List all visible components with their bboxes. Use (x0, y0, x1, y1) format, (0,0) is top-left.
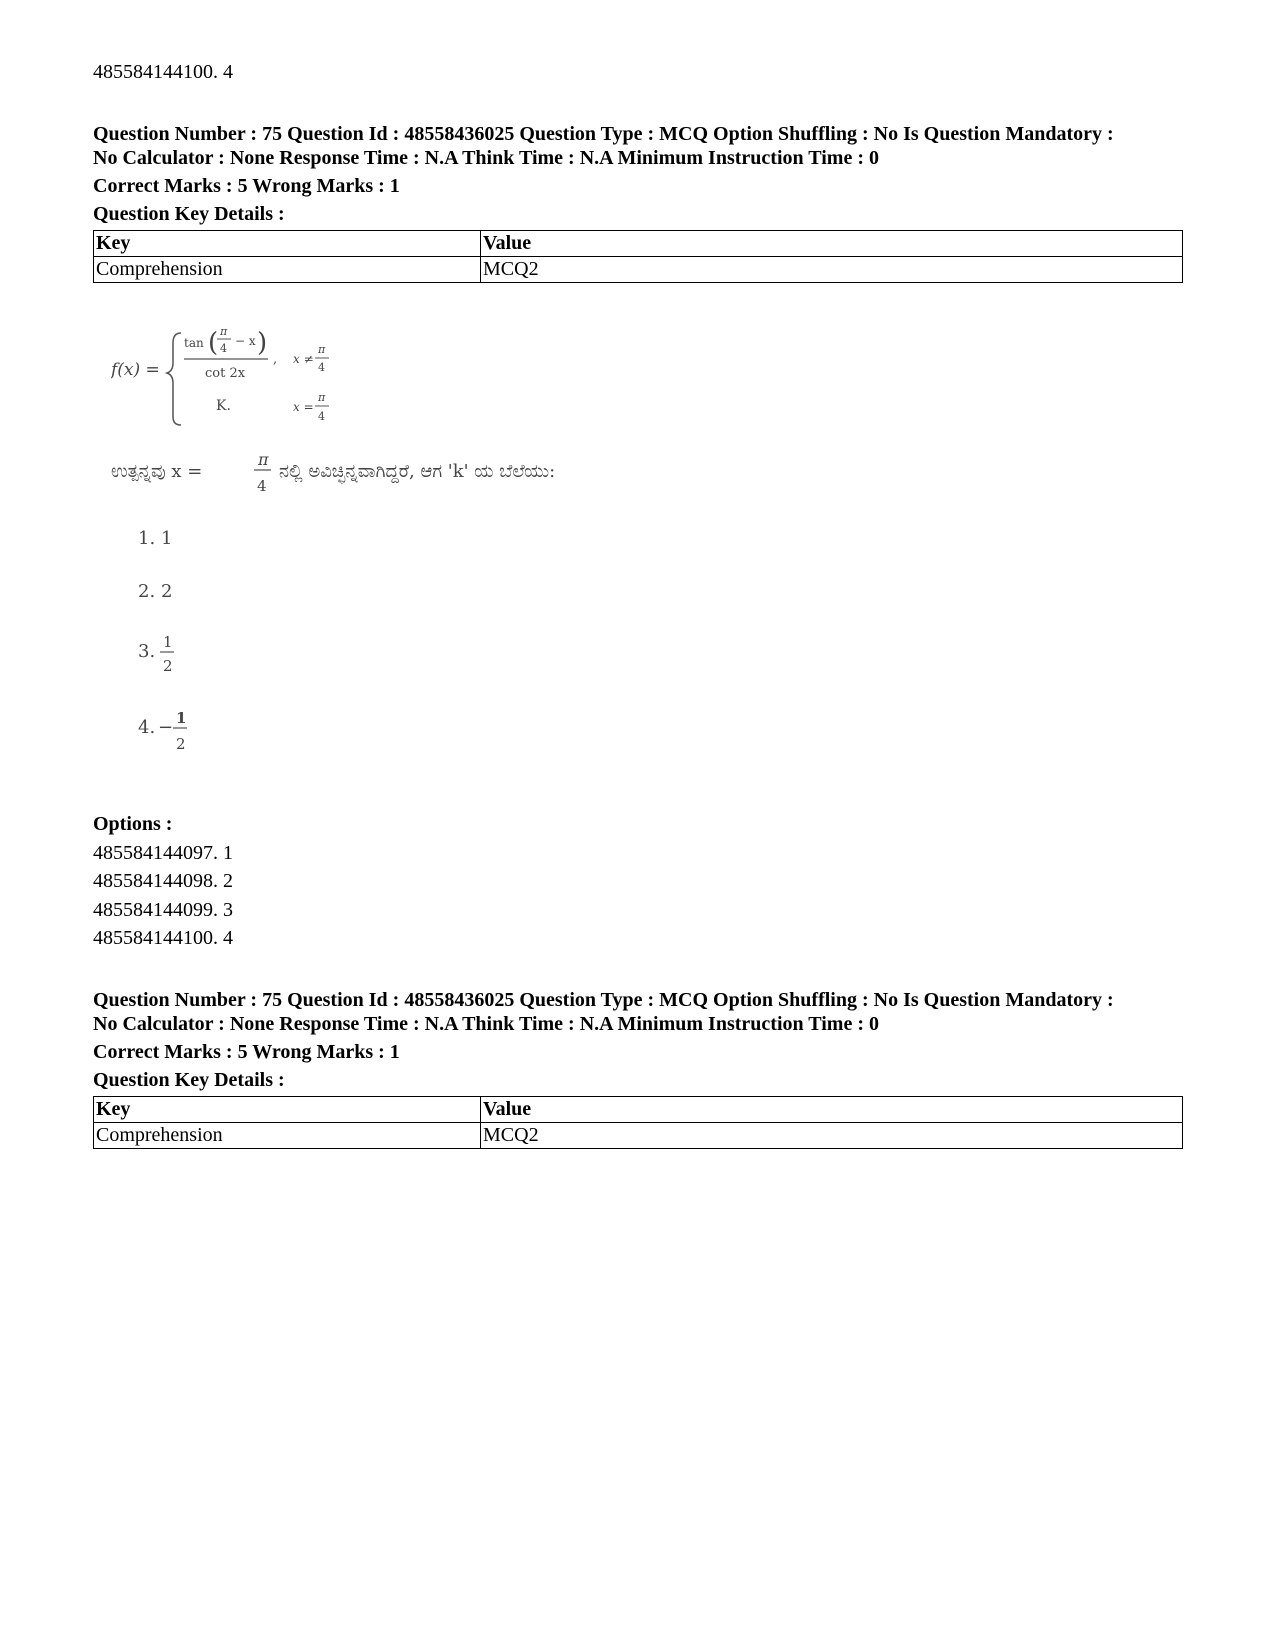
case1-close-paren: ) (257, 328, 268, 358)
option-item: 485584144099. 3 (93, 898, 233, 921)
table-row (94, 257, 1183, 283)
question-key-table (93, 1096, 1183, 1149)
kannada-pi: π (258, 450, 269, 469)
kannada-four: 4 (257, 477, 267, 495)
table-header-value: Value (481, 231, 1183, 257)
previous-option-line: 485584144100. 4 (93, 61, 233, 83)
case1-condition: x ≠ (293, 352, 314, 366)
question-header-line-1: Question Number : 75 Question Id : 48558436025 Question Type : MCQ Option Shuffling : No Is Question Mandatory : (93, 123, 1114, 145)
table-cell-value: MCQ2 (481, 257, 1183, 283)
options-label: Options : (93, 813, 173, 835)
choice-2-text: 2 (161, 581, 173, 602)
options-block (93, 810, 233, 953)
table-header-value: Value (481, 1097, 1183, 1123)
case2-condition: x = (293, 400, 314, 414)
case1-denominator: cot 2x (205, 366, 246, 381)
question-block-2 (93, 988, 1183, 1149)
table-cell-key: Comprehension (94, 257, 481, 283)
choice-4-denominator: 2 (176, 735, 186, 753)
question-header-line-2: No Calculator : None Response Time : N.A Think Time : N.A Minimum Instruction Time : 0 (93, 147, 879, 169)
choice-4-sign: − (158, 717, 174, 738)
choice-3-number: 3. (138, 641, 156, 662)
case1-open-paren: ( (208, 328, 219, 358)
question-key-details-label: Question Key Details : (93, 203, 285, 225)
question-header-line-1: Question Number : 75 Question Id : 48558436025 Question Type : MCQ Option Shuffling : No Is Question Mandatory : (93, 989, 1114, 1011)
case1-minus-x: − x (235, 334, 256, 348)
question-header (93, 988, 1183, 1036)
option-item: 485584144100. 4 (93, 927, 233, 949)
question-header (93, 122, 1183, 170)
question-image (111, 325, 811, 795)
question-marks: Correct Marks : 5 Wrong Marks : 1 (93, 1041, 400, 1063)
choice-1-number: 1. (138, 528, 156, 549)
question-key-details-label: Question Key Details : (93, 1069, 285, 1091)
table-header-row (94, 231, 1183, 257)
choice-4-number: 4. (138, 717, 156, 738)
choice-3-denominator: 2 (163, 657, 173, 675)
case1-cond-pi: π (318, 343, 326, 356)
case2-cond-pi: π (318, 391, 326, 404)
option-item: 485584144098. 2 (93, 870, 233, 892)
choice-4-numerator: 1 (176, 709, 187, 727)
table-cell-value: MCQ2 (481, 1123, 1183, 1149)
function-lhs: f(x) = (111, 360, 160, 380)
case1-pi: π (220, 325, 228, 338)
choice-1-text: 1 (161, 528, 173, 549)
table-cell-key: Comprehension (94, 1123, 481, 1149)
table-header-key: Key (94, 1097, 481, 1123)
case1-tan: tan (184, 336, 204, 350)
question-key-table (93, 230, 1183, 283)
case2-cond-four: 4 (318, 410, 325, 423)
question-marks: Correct Marks : 5 Wrong Marks : 1 (93, 175, 400, 197)
case1-cond-four: 4 (318, 361, 325, 374)
kannada-suffix: ನಲ್ಲಿ ಅವಿಚ್ಛಿನ್ನವಾಗಿದ್ದರೆ, ಆಗ 'k' ಯ ಬೆಲೆಯು: (279, 461, 556, 482)
question-block (93, 122, 1183, 283)
choice-3-numerator: 1 (163, 633, 173, 651)
case1-comma: , (273, 352, 278, 367)
question-header-line-2: No Calculator : None Response Time : N.A Think Time : N.A Minimum Instruction Time : 0 (93, 1013, 879, 1035)
choice-2-number: 2. (138, 581, 156, 602)
option-item: 485584144097. 1 (93, 841, 233, 864)
case1-four: 4 (220, 342, 227, 355)
table-header-row (94, 1097, 1183, 1123)
question-image-svg (111, 325, 811, 795)
brace-shape (167, 333, 181, 425)
kannada-prefix: ಉತ್ಪನ್ನವು x = (111, 461, 203, 482)
table-header-key: Key (94, 231, 481, 257)
table-row (94, 1123, 1183, 1149)
case2-value: K. (216, 398, 231, 414)
